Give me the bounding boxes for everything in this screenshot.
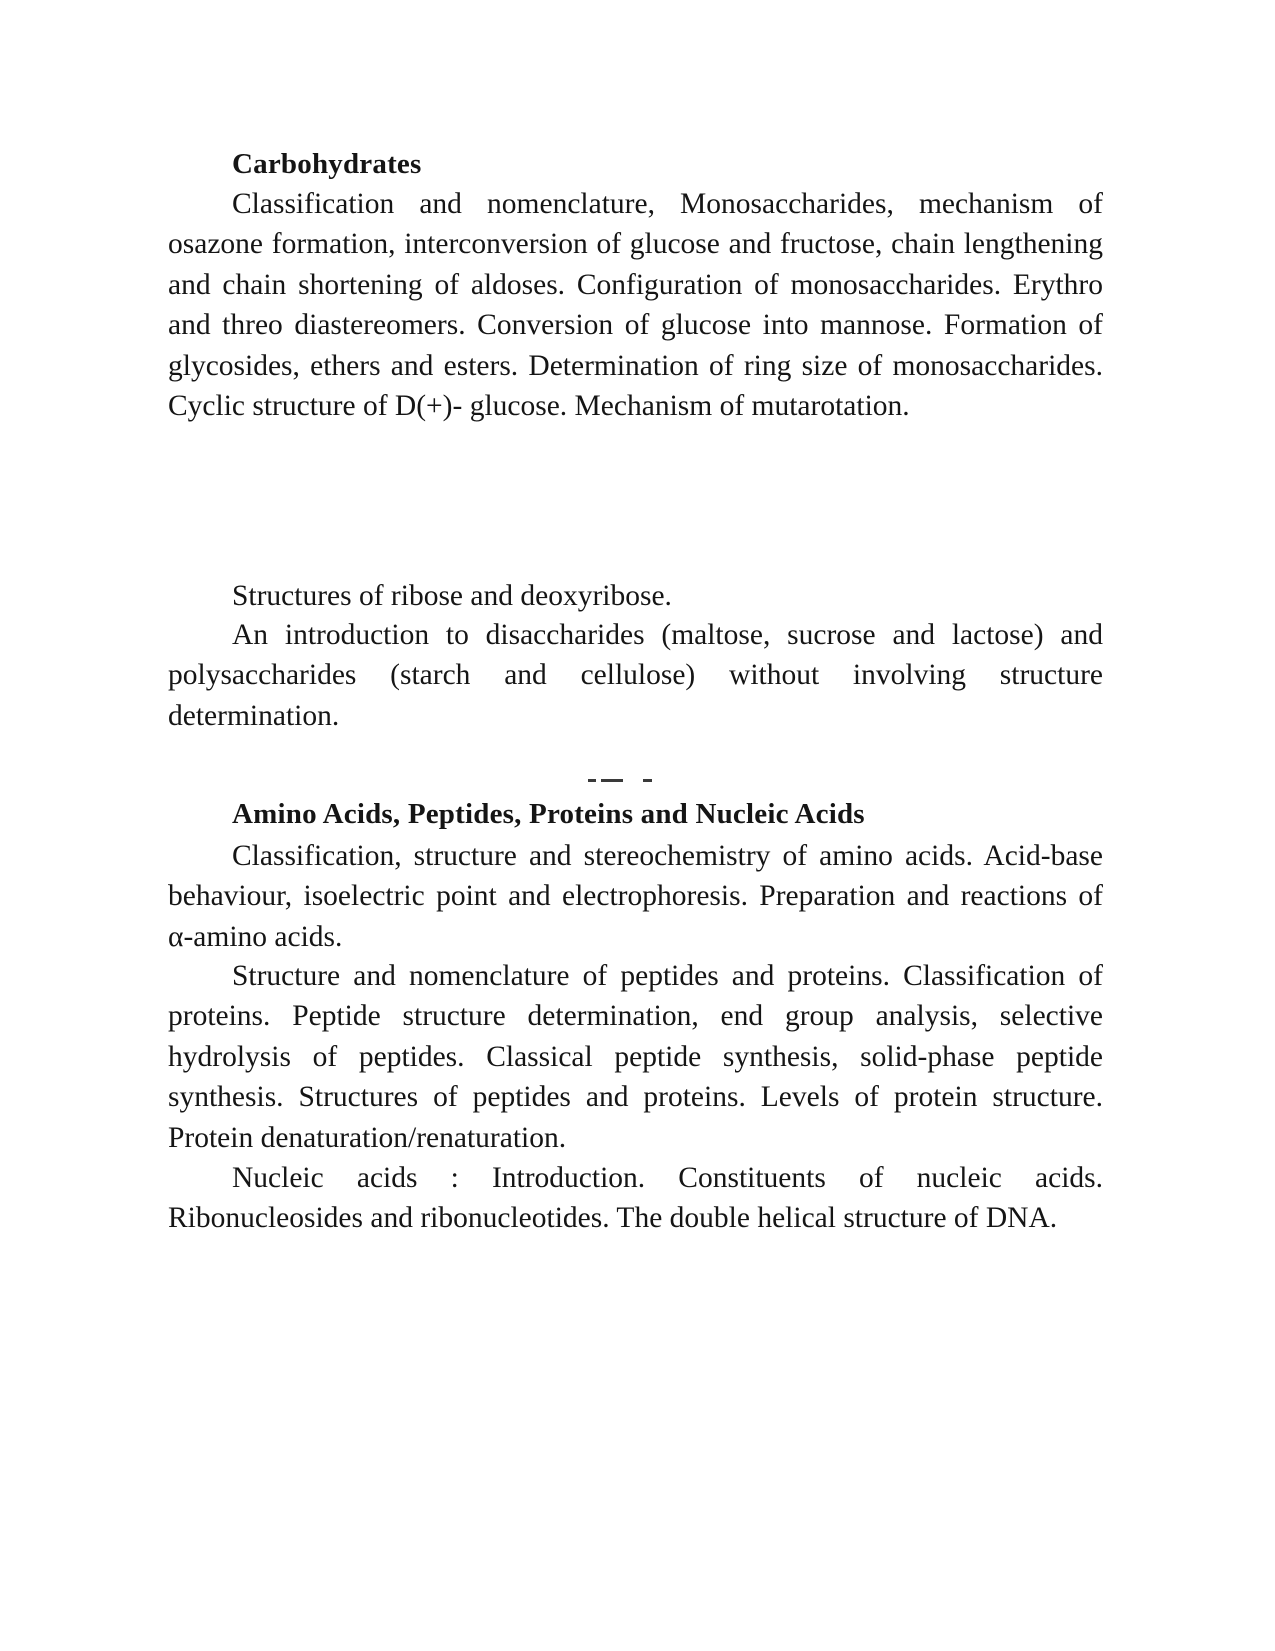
section-divider-mark <box>588 777 683 783</box>
amino-acids-paragraph-2: Structure and nomenclature of peptides and proteins. Classification of proteins. Peptide structure determination, end group analysis, selective hydrolysis of peptides. Classical peptide synthesis, solid-phase peptide synthesis. Structures of peptides and proteins. Levels of protein structure. Protein denaturation/renaturation. <box>168 960 1103 1154</box>
carbohydrates-paragraph-3: An introduction to disaccharides (maltose, sucrose and lactose) and polysaccharides (starch and cellulose) without involving structure determination. <box>168 619 1103 732</box>
amino-acids-paragraph-3: Nucleic acids : Introduction. Constituents of nucleic acids. Ribonucleosides and ribonucleotides. The double helical structure of DNA. <box>168 1162 1103 1235</box>
heading-carbohydrates: Carbohydrates <box>232 148 422 180</box>
amino-acids-paragraph-1: Classification, structure and stereochemistry of amino acids. Acid-base behaviour, isoelectric point and electrophoresis. Preparation and reactions of α-amino acids. <box>168 840 1103 953</box>
heading-amino-acids: Amino Acids, Peptides, Proteins and Nucleic Acids <box>232 798 865 830</box>
carbohydrates-paragraph-1: Classification and nomenclature, Monosaccharides, mechanism of osazone formation, interconversion of glucose and fructose, chain lengthening and chain shortening of aldoses. Configuration of monosaccharides. Erythro and threo diastereomers. Conversion of glucose into mannose. Formation of glycosides, ethers and esters. Determination of ring size of monosaccharides. Cyclic structure of D(+)- glucose. Mechanism of mutarotation. <box>168 188 1103 423</box>
carbohydrates-paragraph-2: Structures of ribose and deoxyribose. <box>232 580 672 612</box>
